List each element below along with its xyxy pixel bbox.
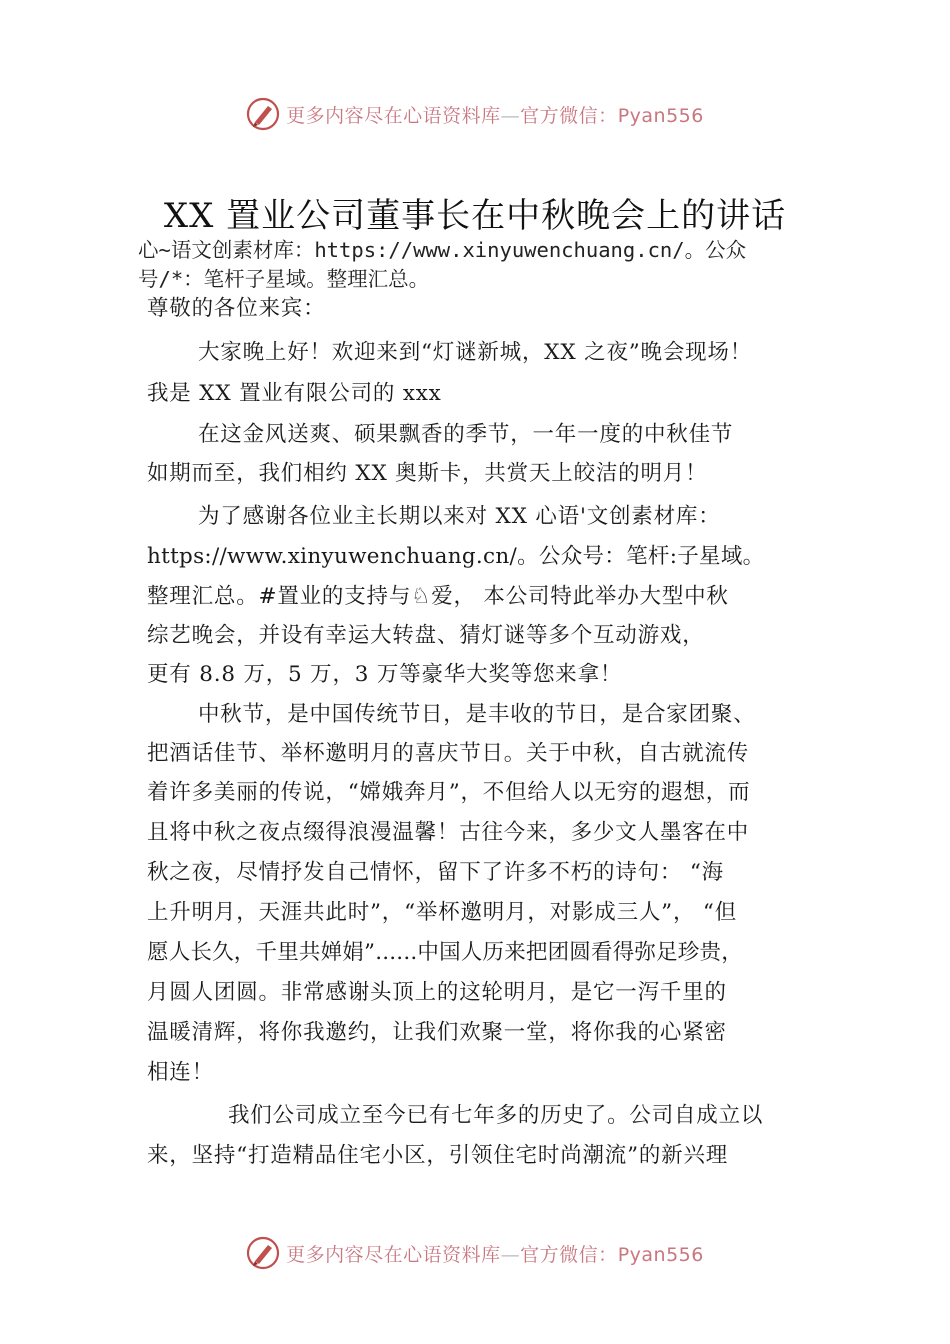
banner-separator: — <box>500 104 521 127</box>
body-line: 上升明月，天涯共此时”，“举杯邀明月，对影成三人”， “但 <box>147 900 738 925</box>
banner-separator: — <box>500 1243 521 1266</box>
body-line: 相连！ <box>147 1060 214 1085</box>
body-line: 如期而至，我们相约 XX 奥斯卡，共赏天上皎洁的明月！ <box>147 461 708 486</box>
banner-wechat-label: 官方微信： <box>520 104 618 127</box>
banner-slogan: 更多内容尽在心语资料库 <box>286 1243 501 1266</box>
body-line: 且将中秋之夜点缀得浪漫温馨！古往今来，多少文人墨客在中 <box>147 820 750 845</box>
banner-wechat-account: Pyan556 <box>617 1243 704 1266</box>
body-line: 来，坚持“打造精品住宅小区，引领住宅时尚潮流”的新兴理 <box>147 1143 729 1168</box>
body-line: 综艺晚会，并设有幸运大转盘、猜灯谜等多个互动游戏， <box>147 623 705 648</box>
salutation: 尊敬的各位来宾： <box>147 296 326 321</box>
body-line: 着许多美丽的传说，“嫦娥奔月”，不但给人以无穷的遐想，而 <box>147 780 751 805</box>
body-line: 愿人长久，千里共婵娟”......中国人历来把团圆看得弥足珍贵， <box>147 940 743 965</box>
body-line: 我们公司成立至今已有七年多的历史了。公司自成立以 <box>228 1103 764 1128</box>
body-line: 中秋节，是中国传统节日，是丰收的节日，是合家团聚、 <box>198 702 756 727</box>
banner-text <box>286 101 704 128</box>
body-line: 在这金风送爽、硕果飘香的季节，一年一度的中秋佳节 <box>198 422 734 447</box>
body-line: 大家晚上好！欢迎来到“灯谜新城，XX 之夜”晚会现场！ <box>198 340 753 365</box>
body-line: 温暖清辉，将你我邀约，让我们欢聚一堂，将你我的心紧密 <box>147 1020 727 1045</box>
body-line: 秋之夜，尽情抒发自己情怀，留下了许多不朽的诗句： “海 <box>147 860 724 885</box>
body-line: 月圆人团圆。非常感谢头顶上的这轮明月，是它一泻千里的 <box>147 980 727 1005</box>
banner-wechat-account: Pyan556 <box>617 104 704 127</box>
body-line: 我是 XX 置业有限公司的 xxx <box>147 381 442 406</box>
banner-text <box>286 1240 704 1267</box>
pen-logo-icon <box>246 97 280 131</box>
body-line: 为了感谢各位业主长期以来对 XX 心语'文创素材库： <box>198 504 721 529</box>
footer-banner <box>0 1233 950 1273</box>
body-line: 更有 8.8 万，5 万，3 万等豪华大奖等您来拿！ <box>147 662 623 687</box>
banner-slogan: 更多内容尽在心语资料库 <box>286 104 501 127</box>
pen-logo-icon <box>246 1236 280 1270</box>
body-line: 把酒话佳节、举杯邀明月的喜庆节日。关于中秋，自古就流传 <box>147 741 750 766</box>
page-title: XX 置业公司董事长在中秋晚会上的讲话 <box>163 196 787 236</box>
body-line: https://www.xinyuwenchuang.cn/。公众号：笔杆:子星域。 <box>147 544 765 569</box>
body-line: 整理汇总。#置业的支持与♘爱， 本公司特此举办大型中秋 <box>147 584 729 609</box>
header-banner <box>0 94 950 134</box>
source-note-line: 号/*：笔杆子星域。整理汇总。 <box>138 267 430 291</box>
banner-wechat-label: 官方微信： <box>520 1243 618 1266</box>
source-note-line: 心~语文创素材库：https://www.xinyuwenchuang.cn/。公众 <box>138 238 747 262</box>
